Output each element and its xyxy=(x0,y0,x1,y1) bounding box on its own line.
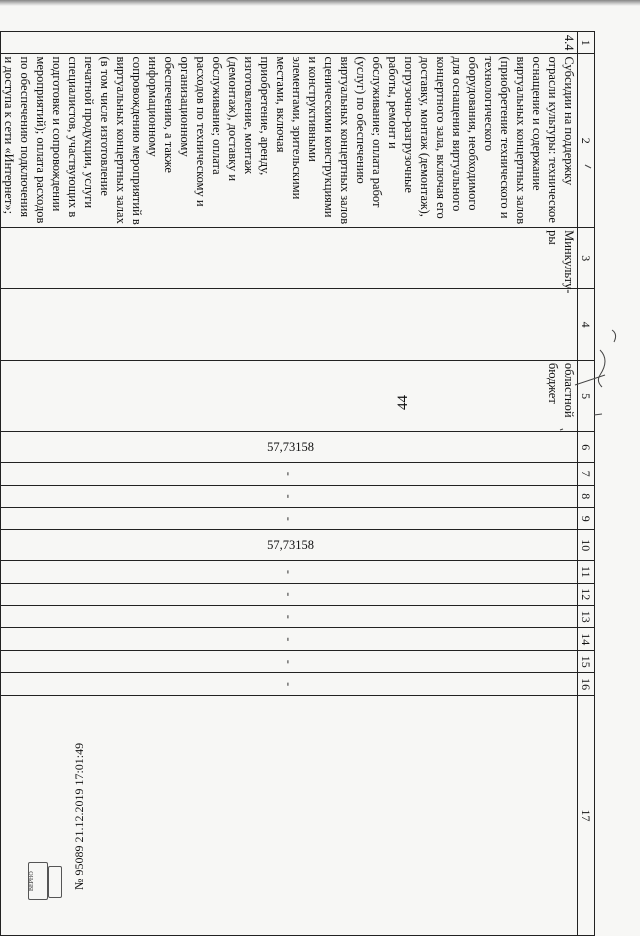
column-header-14: 14 xyxy=(578,628,595,650)
document-number: № 95089 21.12.2019 17:01:49 xyxy=(72,742,86,890)
column-header-3: 3 xyxy=(578,228,595,289)
stamp-seal-small xyxy=(48,866,62,898)
stamp-seal: ВЕРНО xyxy=(28,862,48,900)
row-col8: - xyxy=(1,485,578,507)
row-col16: - xyxy=(1,673,578,695)
row-col14: - xyxy=(1,628,578,650)
row-number: 4.4 xyxy=(1,32,578,54)
row-responsible: Минкульту-ры xyxy=(1,228,578,289)
column-header-1: 1 xyxy=(578,32,595,54)
column-header-2: 2 xyxy=(578,54,595,228)
column-header-15: 15 xyxy=(578,650,595,672)
column-header-12: 12 xyxy=(578,583,595,605)
column-header-10: 10 xyxy=(578,530,595,561)
column-header-13: 13 xyxy=(578,606,595,628)
column-header-11: 11 xyxy=(578,561,595,583)
row-col12: - xyxy=(1,583,578,605)
column-header-8: 8 xyxy=(578,485,595,507)
row-col13: - xyxy=(1,606,578,628)
row-description: Субсидии на поддержку отрасли культуры: техническое оснащение и содержание виртуальных концертных залов (приобретение технического и технологического оборудования, необходимого для оснащения виртуального концертного зала, включая его доставку, монтаж (демонтаж), погрузочно-разгрузочные работы, ремонт и обслуживание; оплата работ (услуг) по обеспечению виртуальных концертных залов сценическими конструкциями и конструктивными элементами, зрительскими местами, включая приобретение, аренду, изготовление, монтаж (демонтаж), доставку и обслуживание; оплата расходов по техническому и организационному обеспечению, а также информационному сопровождению мероприятий в виртуальных концертных залах (в том числе изготовление печатной продукции, услуги специалистов, участвующих в подготовке и сопровождении мероприятий); оплата расходов по обеспечению подключения и доступа к сети «Интернет»; xyxy=(1,54,578,228)
row-col9: - xyxy=(1,507,578,529)
row-col7: - xyxy=(1,463,578,485)
column-header-17: 17 xyxy=(578,695,595,935)
page-number: 44 xyxy=(395,395,411,410)
row-col6: 57,73158 xyxy=(1,432,578,463)
row-col15: - xyxy=(1,650,578,672)
column-header-4: 4 xyxy=(578,289,595,361)
row-col10: 57,73158 xyxy=(1,530,578,561)
column-header-7: 7 xyxy=(578,463,595,485)
row-source: областной бюджет xyxy=(1,360,578,432)
column-header-5: 5 xyxy=(578,360,595,432)
column-header-6: 6 xyxy=(578,432,595,463)
column-header-16: 16 xyxy=(578,673,595,695)
column-header-9: 9 xyxy=(578,507,595,529)
row-col11: - xyxy=(1,561,578,583)
